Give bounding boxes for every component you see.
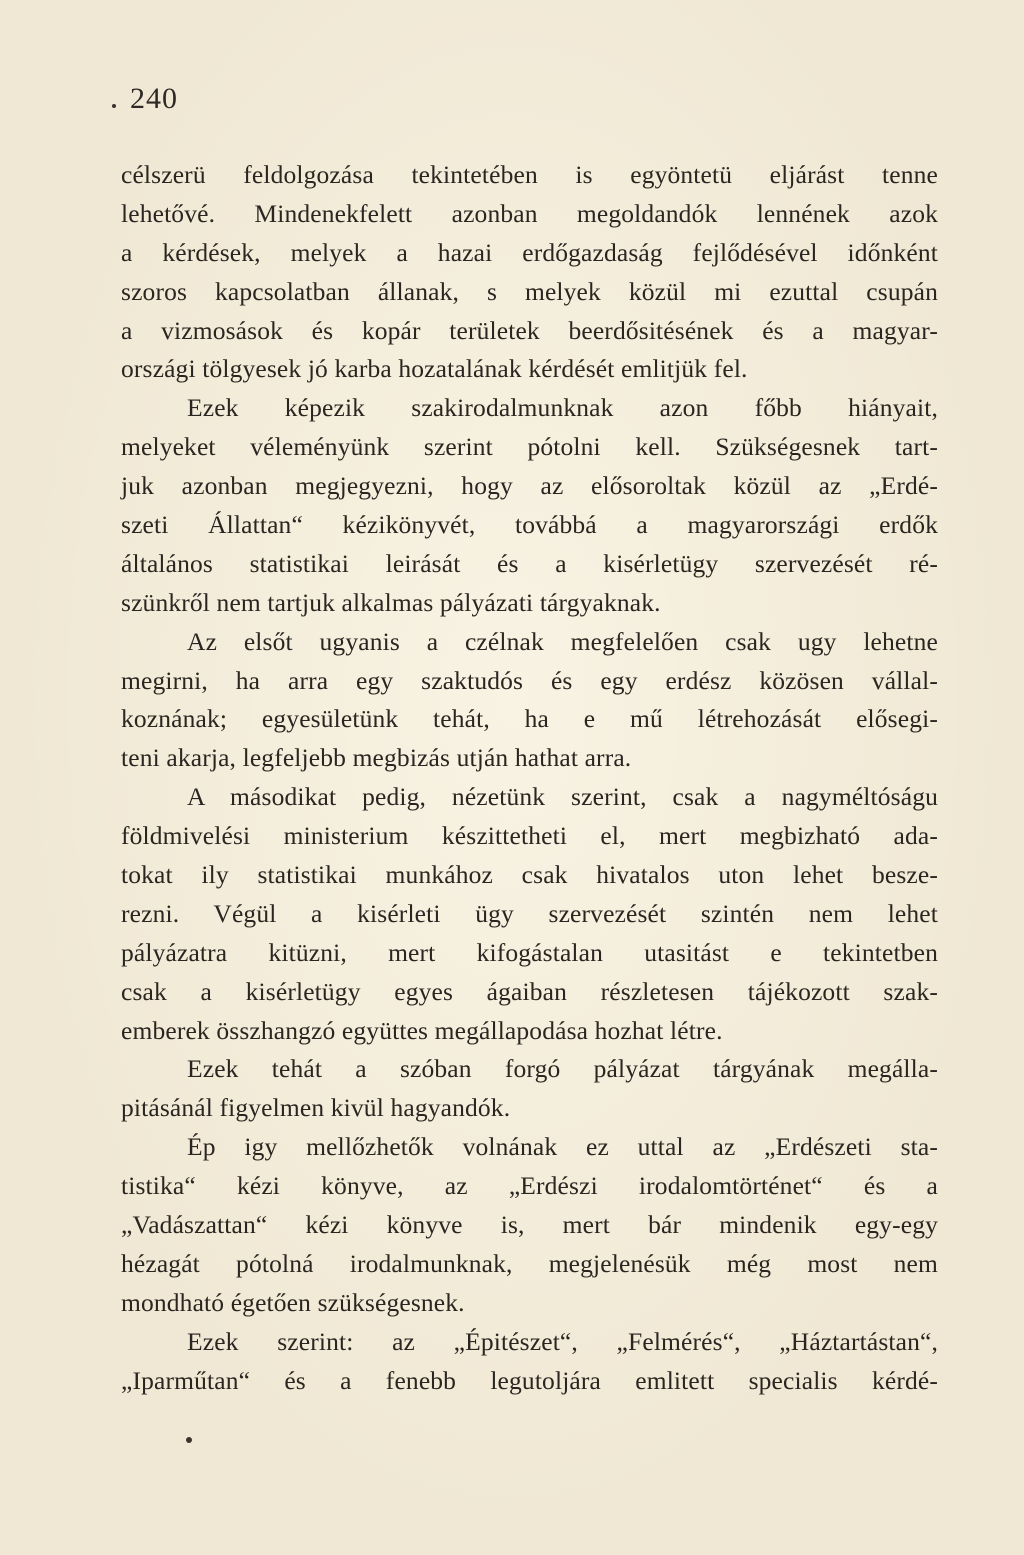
text-line: Ép igy mellőzhetők volnának ez uttal az „Erdészeti sta- [187, 1132, 938, 1162]
text-line: a vizmosások és kopár területek beerdősitésének és a magyar- [121, 315, 938, 345]
text-line: szeti Állattan“ kézikönyvét, továbbá a magyarországi erdők [121, 510, 938, 540]
text-line: pitásánál figyelmen kivül hagyandók. [121, 1093, 511, 1123]
text-line: tistika“ kézi könyve, az „Erdészi irodalomtörténet“ és a [121, 1171, 938, 1201]
text-line: hézagát pótolná irodalmunknak, megjelenésük még most nem [121, 1248, 938, 1278]
text-line: tokat ily statistikai munkához csak hivatalos uton lehet beszе- [121, 860, 938, 890]
text-line: juk azonban megjegyezni, hogy az elősoroltak közül az „Erdé- [121, 471, 938, 501]
text-line: szünkről nem tartjuk alkalmas pályázati tárgyaknak. [121, 587, 661, 617]
body-text [121, 156, 938, 1401]
text-line: földmivelési ministerium készittetheti el, mert megbizható ada- [121, 821, 938, 851]
text-line: általános statistikai leirását és a kisérletügy szervezését ré- [121, 548, 938, 578]
text-line: mondható égetően szükségesnek. [121, 1287, 465, 1317]
text-line: szoros kapcsolatban állanak, s melyek közül mi ezuttal csupán [121, 276, 938, 306]
text-line: országi tölgyesek jó karba hozatalának kérdését emlitjük fel. [121, 354, 748, 384]
text-line: koznának; egyesületünk tehát, ha e mű létrehozását elősegi- [121, 704, 938, 734]
page-number: 240 [130, 82, 178, 115]
text-line: Ezek tehát a szóban forgó pályázat tárgyának megálla- [187, 1054, 938, 1084]
ink-speck [112, 104, 116, 108]
text-line: csak a kisérletügy egyes ágaiban részletesen tájékozott szak- [121, 976, 938, 1006]
text-line: „Iparműtan“ és a fenebb legutoljára emlitett specialis kérdé- [121, 1365, 938, 1395]
text-line: pályázatra kitüzni, mert kifogástalan utasitást e tekintetben [121, 937, 938, 967]
text-line: lehetővé. Mindenekfelett azonban megoldandók lennének azok [121, 198, 938, 228]
text-line: teni akarja, legfeljebb megbizás utján hathat arra. [121, 743, 632, 773]
text-line: „Vadászattan“ kézi könyve is, mert bár mindenik egy-egy [121, 1210, 938, 1240]
text-line: a kérdések, melyek a hazai erdőgazdaság fejlődésével időnként [121, 237, 938, 267]
text-line: Ezek szerint: az „Épitészet“, „Felmérés“, „Háztartástan“, [187, 1326, 938, 1356]
text-line: rezni. Végül a kisérleti ügy szervezését szintén nem lehet [121, 898, 938, 928]
text-line: A másodikat pedig, nézetünk szerint, csak a nagyméltóságu [187, 782, 938, 812]
text-line: Ezek képezik szakirodalmunknak azon főbb hiányait, [187, 393, 938, 423]
text-line: Az elsőt ugyanis a czélnak megfelelően csak ugy lehetne [187, 626, 938, 656]
ink-speck [186, 1437, 192, 1443]
text-line: melyeket véleményünk szerint pótolni kell. Szükségesnek tart- [121, 432, 938, 462]
text-line: emberek összhangzó együttes megállapodása hozhat létre. [121, 1015, 723, 1045]
text-line: célszerü feldolgozása tekintetében is egyöntetü eljárást tenne [121, 160, 938, 189]
text-line: megirni, ha arra egy szaktudós és egy erdész közösen vállal- [121, 665, 938, 695]
